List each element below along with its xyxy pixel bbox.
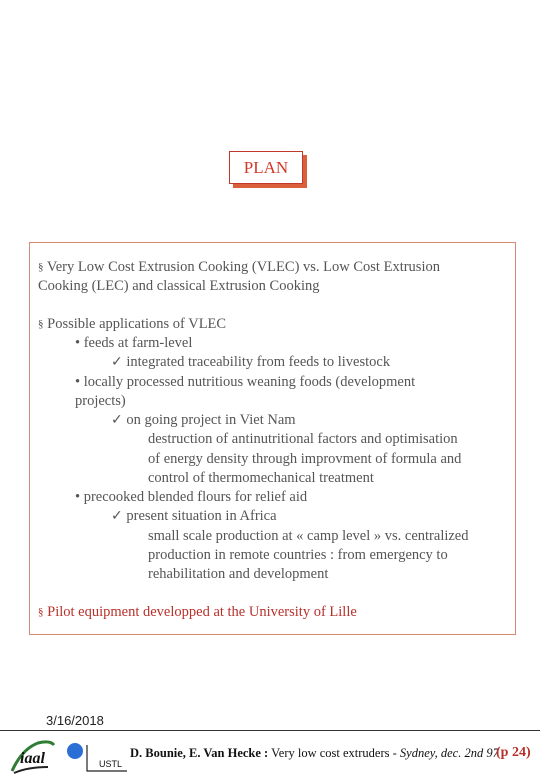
square-bullet-icon: § [38,318,44,330]
detail-vietnam-1: destruction of antinutritional factors and optimisation [148,431,458,447]
svg-text:USTL: USTL [99,759,123,769]
detail-africa-2: production in remote countries : from emergency to [148,547,448,563]
page-number: (p 24) [496,745,531,760]
slide-title [229,151,303,184]
detail-vietnam-3: control of thermomechanical treatment [148,470,374,486]
item-pilot: § Pilot equipment developped at the University of Lille [38,604,357,620]
detail-africa-3: rehabilitation and development [148,566,329,582]
slide-title-text: PLAN [243,157,289,177]
footer-authors: D. Bounie, E. Van Hecke : [130,746,269,760]
item-vlec-line2: Cooking (LEC) and classical Extrusion Cooking [38,278,320,294]
footer-date: 3/16/2018 [46,713,104,728]
sub-sub-item-vietnam: ✓ on going project in Viet Nam [111,412,296,428]
sub-sub-item-africa: ✓ present situation in Africa [111,508,277,524]
iaal-logo-icon [8,737,56,775]
sub-item-feeds: • feeds at farm-level [75,335,193,351]
sub-item-weaning-line2: projects) [75,393,126,409]
square-bullet-icon: § [38,606,44,618]
footer-venue: Sydney, dec. 2nd 97 [399,746,499,760]
sub-sub-item-traceability: ✓ integrated traceability from feeds to livestock [111,354,391,370]
sub-item-precooked: • precooked blended flours for relief aid [75,489,308,505]
item-vlec-line1: § Very Low Cost Extrusion Cooking (VLEC) vs. Low Cost Extrusion [38,259,440,275]
svg-text:iaal: iaal [20,750,45,767]
footer-citation [130,746,499,761]
detail-vietnam-2: of energy density through improvment of formula and [148,451,462,467]
footer-divider [0,730,540,731]
detail-africa-1: small scale production at « camp level » vs. centralized [148,528,469,544]
footer-subject: Very low cost extruders - [271,746,397,760]
sub-item-weaning-line1: • locally processed nutritious weaning foods (development [75,374,416,390]
square-bullet-icon: § [38,261,44,273]
ustl-logo-icon [65,737,127,775]
check-icon: ✓ [111,354,123,370]
check-icon: ✓ [111,508,123,524]
item-applications: § Possible applications of VLEC [38,316,227,332]
check-icon: ✓ [111,412,123,428]
